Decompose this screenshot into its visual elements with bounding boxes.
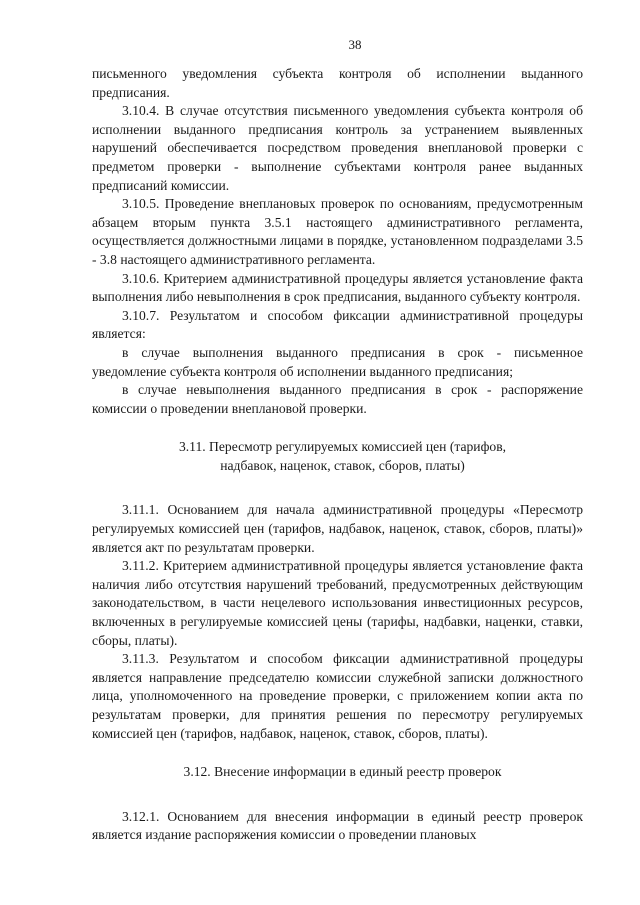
- page-number: 38: [348, 37, 362, 52]
- section-heading-3-11: [92, 438, 593, 475]
- paragraph: письменного уведомления субъекта контроля об исполнении выданного предписания.: [92, 66, 583, 100]
- paragraph-3-10-7: 3.10.7. Результатом и способом фиксации административной процедуры является:: [92, 307, 583, 342]
- paragraph-3-10-7-item-1: в случае выполнения выданного предписания в срок - письменное уведомление субъекта контроля об исполнении выданного предписания;: [92, 344, 583, 379]
- heading-line: 3.12. Внесение информации в единый реестр проверок: [183, 764, 502, 780]
- paragraph-3-10-6: 3.10.6. Критерием административной процедуры является установление факта выполнения либо невыполнения в срок предписания, выданного субъекту контроля.: [92, 270, 583, 305]
- paragraph-3-11-1: 3.11.1. Основанием для начала административной процедуры «Пересмотр регулируемых комиссией цен (тарифов, надбавок, наценок, ставок, сборов, платы)» является акт по результатам проверки.: [92, 502, 583, 555]
- paragraph-3-10-5: 3.10.5. Проведение внеплановых проверок по основаниям, предусмотренным абзацем вторым пункта 3.5.1 настоящего административного регламента, осуществляется должностными лицами в порядке, установленном подразделами 3.5 - 3.8 настоящего административного регламента.: [92, 196, 583, 267]
- heading-line: надбавок, наценок, ставок, сборов, платы): [220, 457, 465, 473]
- heading-line: 3.11. Пересмотр регулируемых комиссией цен (тарифов,: [178, 439, 507, 455]
- paragraph-3-11-3: 3.11.3. Результатом и способом фиксации административной процедуры является направление председателю комиссии служебной записки должностного лица, уполномоченного на проведение проверки, с приложением копии акта по результатам проверки, для принятия решения по пересмотру регулируемых комиссией цен (тарифов, надбавок, наценок, ставок, сборов, платы).: [92, 651, 583, 741]
- section-heading-3-12: [92, 763, 593, 782]
- paragraph-3-11-2: 3.11.2. Критерием административной процедуры является установление факта наличия либо отсутствия нарушений требований, предусмотренных действующим законодательством, в части нецелевого использования инвестиционных ресурсов, включенных в регулируемые комиссией цены (тарифы, надбавки, наценки, ставки, сборы, платы).: [92, 558, 583, 648]
- paragraph-3-10-4: 3.10.4. В случае отсутствия письменного уведомления субъекта контроля об исполнении выданного предписания контроль за устранением выявленных нарушений обеспечивается посредством проведения внеплановой проверки с предметом проверки - выполнение субъектами контроля ранее выданных предписаний комиссии.: [92, 103, 583, 193]
- section-310-body: [92, 65, 583, 418]
- paragraph-3-12-1: 3.12.1. Основанием для внесения информации в единый реестр проверок является издание распоряжения комиссии о проведении плановых: [92, 808, 583, 843]
- paragraph-3-10-7-item-2: в случае невыполнения выданного предписания в срок - распоряжение комиссии о проведении внеплановой проверки.: [92, 382, 583, 416]
- section-312-body: [92, 808, 583, 845]
- section-311-body: [92, 501, 583, 743]
